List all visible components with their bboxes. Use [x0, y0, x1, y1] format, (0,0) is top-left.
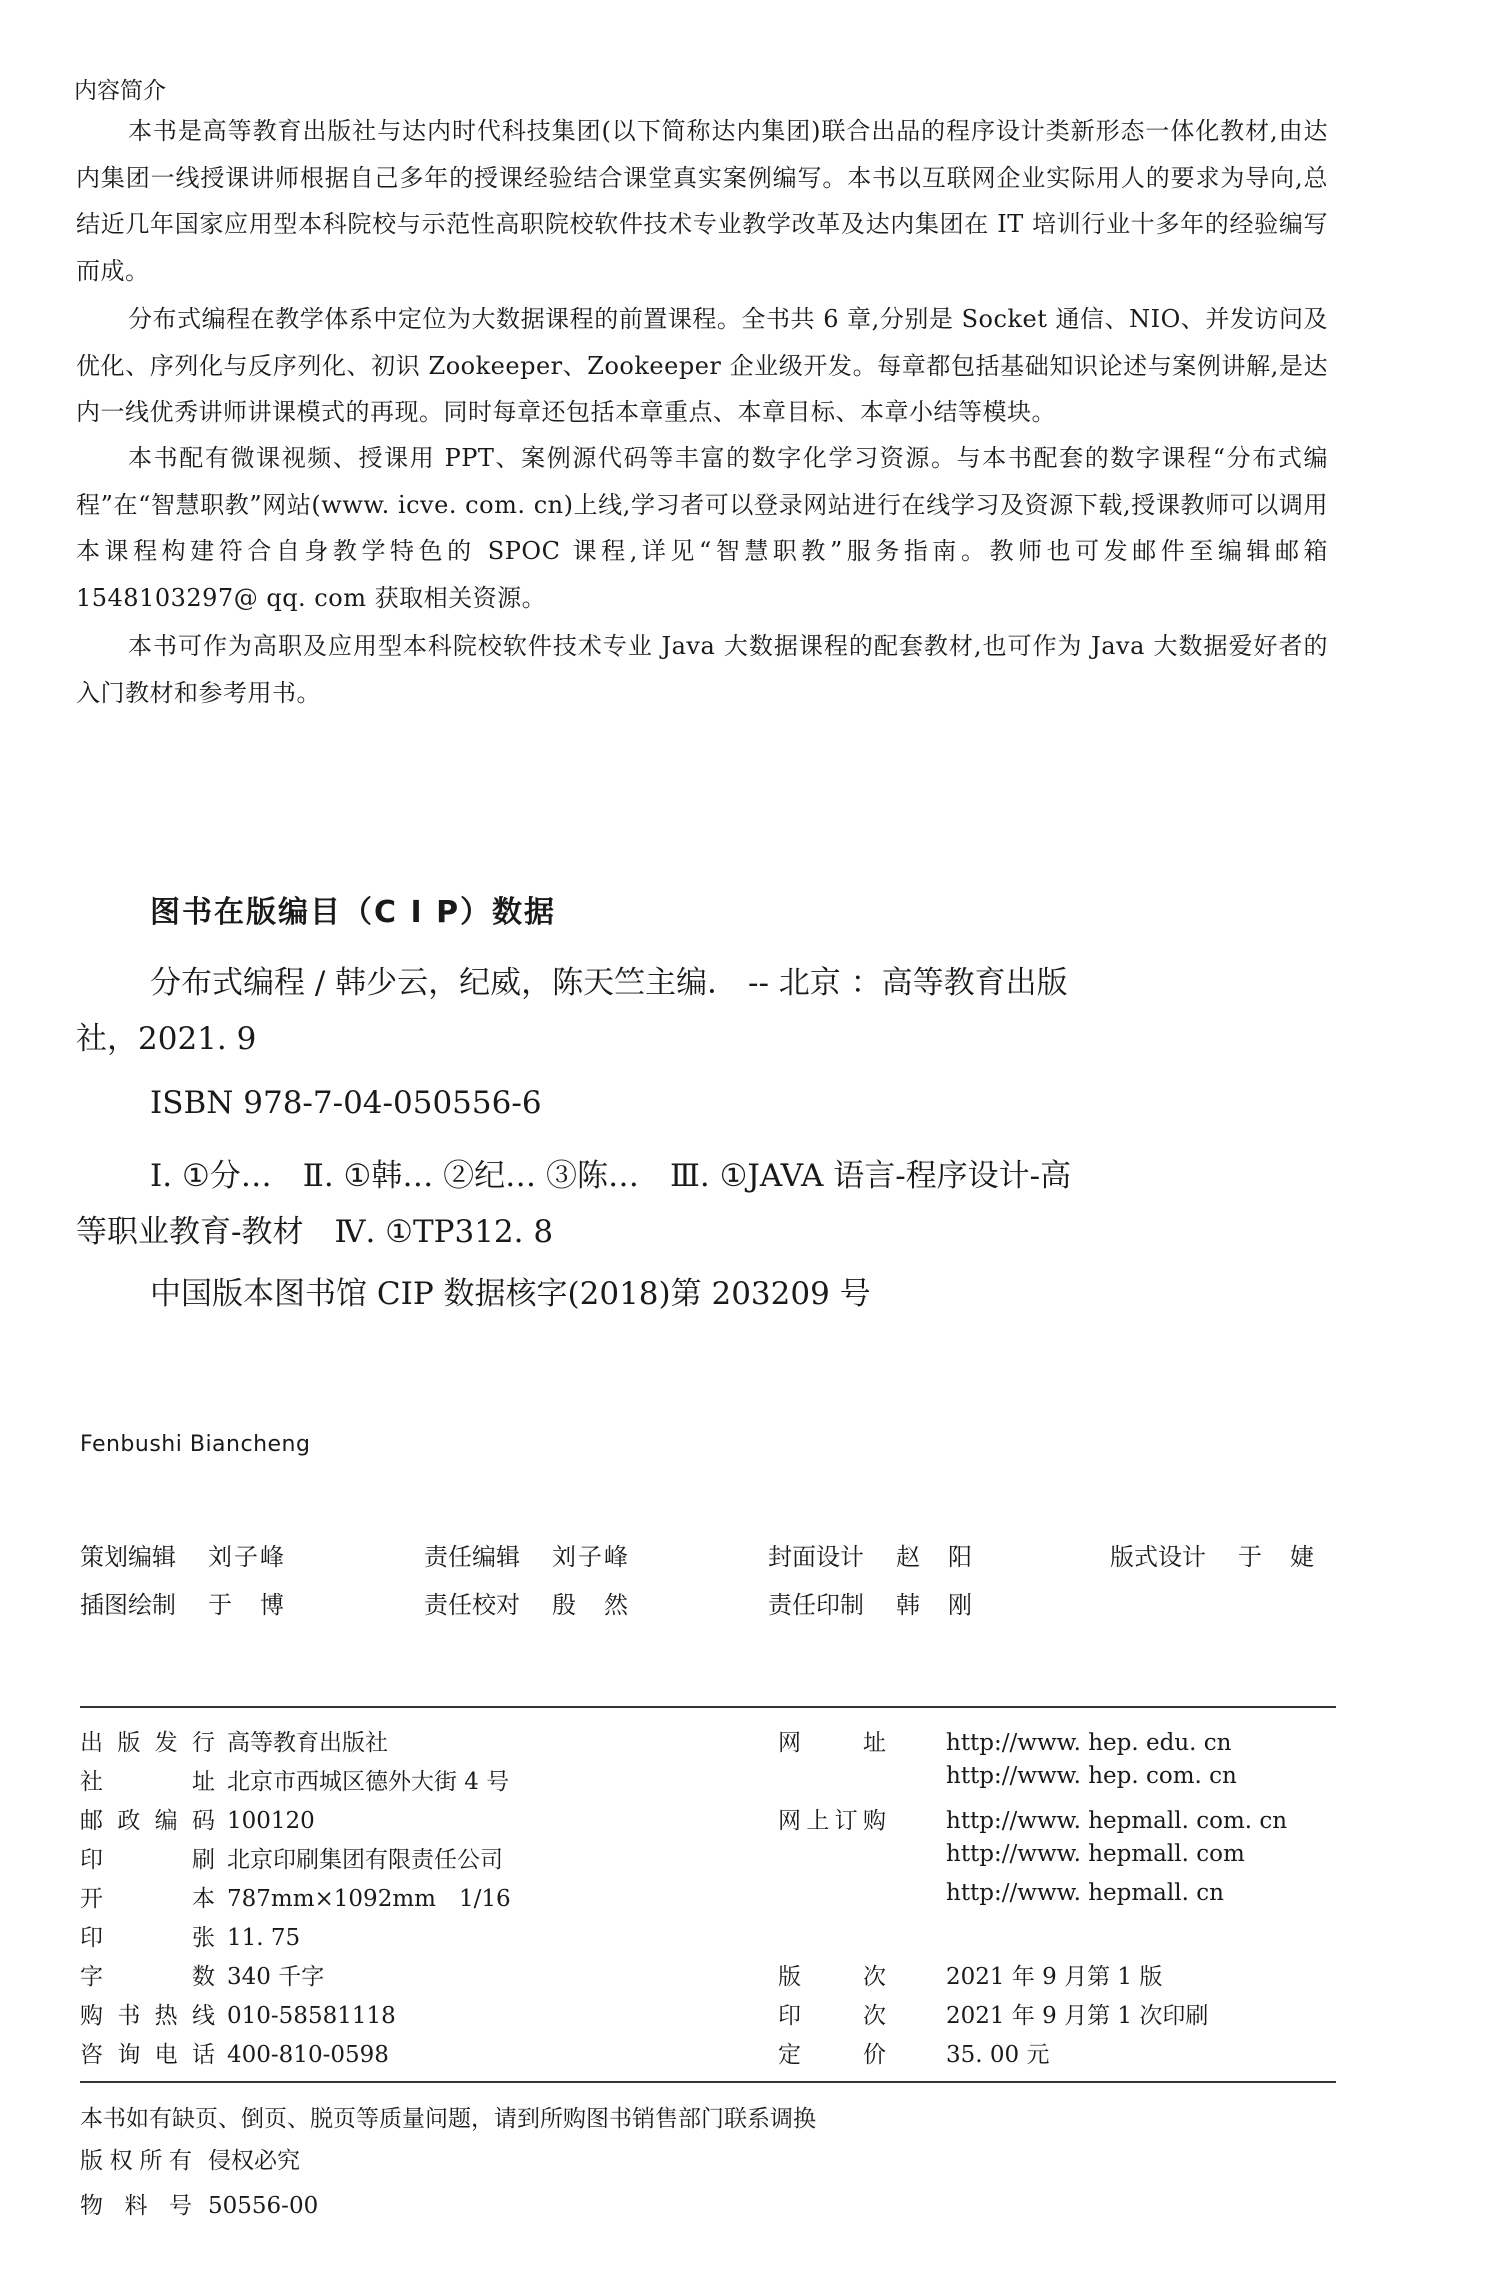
- divider-bottom: [80, 2081, 1336, 2083]
- info-value: 35. 00 元: [946, 2042, 1050, 2068]
- info-row: [80, 1724, 388, 1757]
- credit-item: [1110, 1537, 1316, 1572]
- info-value: 2021 年 9 月第 1 次印刷: [946, 2003, 1209, 2029]
- website-link: http://www. hepmall. com: [946, 1841, 1245, 1867]
- info-row: [778, 1724, 1231, 1757]
- info-row: [778, 1763, 1237, 1789]
- info-row: [778, 1841, 1245, 1867]
- credit-role: 封面设计: [768, 1543, 864, 1571]
- credit-item: [80, 1537, 286, 1572]
- info-row: [80, 1958, 324, 1991]
- info-row: [80, 1763, 509, 1796]
- info-value: 010-58581118: [227, 2003, 396, 2029]
- credit-person: 刘子峰: [552, 1543, 630, 1571]
- info-value: 北京印刷集团有限责任公司: [227, 1847, 503, 1873]
- credit-item: [424, 1585, 630, 1620]
- credit-person: 韩 刚: [896, 1591, 974, 1619]
- website-link: http://www. hepmall. cn: [946, 1880, 1224, 1906]
- info-label: 字数: [80, 1964, 215, 1990]
- summary-paragraph-3: 本书配有微课视频、授课用 PPT、案例源代码等丰富的数字化学习资源。与本书配套的数字课程“分布式编程”在“智慧职教”网站(www. icve. com. cn)上线,学习者可以登录网站进行在线学习及资源下载,授课教师可以调用本课程构建符合自身教学特色的 SPOC 课程,详见“智慧职教”服务指南。教师也可发邮件至编辑邮箱 1548103297@ qq. com 获取相关资源。: [76, 444, 1328, 612]
- info-row: [80, 2036, 389, 2069]
- cip-isbn: ISBN 978-7-04-050556-6: [150, 1085, 542, 1121]
- summary-paragraph-2: 分布式编程在教学体系中定位为大数据课程的前置课程。全书共 6 章,分别是 Socket 通信、NIO、并发访问及优化、序列化与反序列化、初识 Zookeeper、Zookeeper 企业级开发。每章都包括基础知识论述与案例讲解,是达内一线优秀讲师讲课模式的再现。同时每章还包括本章重点、本章目标、本章小结等模块。: [76, 305, 1328, 426]
- material-value: 50556-00: [208, 2193, 319, 2219]
- credit-role: 插图绘制: [80, 1591, 176, 1619]
- credit-item: [424, 1537, 630, 1572]
- info-label: 印张: [80, 1925, 215, 1951]
- info-row: [80, 1997, 396, 2030]
- info-row: [778, 2036, 1049, 2069]
- info-value: 340 千字: [227, 1964, 325, 1990]
- credit-item: [768, 1585, 974, 1620]
- info-label: 购书热线: [80, 2003, 215, 2029]
- info-label: 版次: [778, 1964, 886, 1990]
- info-value: 11. 75: [227, 1925, 301, 1951]
- credit-person: 于 博: [208, 1591, 286, 1619]
- info-row: [80, 1841, 503, 1874]
- info-label: 咨询电话: [80, 2042, 215, 2068]
- info-row: [778, 1997, 1208, 2030]
- cip-classification: Ⅰ. ①分… Ⅱ. ①韩… ②纪… ③陈… Ⅲ. ①JAVA 语言-程序设计-高等职业教育-教材 Ⅳ. ①TP312. 8: [76, 1158, 1072, 1250]
- info-label: 印刷: [80, 1847, 215, 1873]
- info-label: 网上订购: [778, 1808, 886, 1834]
- credit-person: 刘子峰: [208, 1543, 286, 1571]
- cip-record: 中国版本图书馆 CIP 数据核字(2018)第 203209 号: [150, 1276, 871, 1312]
- info-row: [778, 1880, 1224, 1906]
- credit-role: 责任校对: [424, 1591, 520, 1619]
- info-label: 网址: [778, 1730, 886, 1756]
- credit-person: 殷 然: [552, 1591, 630, 1619]
- info-value: 787mm×1092mm 1/16: [227, 1886, 511, 1912]
- info-row: [778, 1958, 1162, 1991]
- info-value: 2021 年 9 月第 1 版: [946, 1964, 1163, 1990]
- info-label: 开本: [80, 1886, 215, 1912]
- credit-person: 于 婕: [1238, 1543, 1316, 1571]
- info-label: 邮政编码: [80, 1808, 215, 1834]
- credit-role: 责任印制: [768, 1591, 864, 1619]
- credit-item: [768, 1537, 974, 1572]
- credit-role: 策划编辑: [80, 1543, 176, 1571]
- website-link: http://www. hepmall. com. cn: [946, 1808, 1288, 1834]
- info-row: [80, 1802, 315, 1835]
- copyright-value: 侵权必究: [208, 2148, 300, 2174]
- summary-title: 内容简介: [74, 78, 166, 104]
- info-value: 400-810-0598: [227, 2042, 389, 2068]
- credit-item: [80, 1585, 286, 1620]
- cip-entry: 分布式编程 / 韩少云，纪威，陈天竺主编． -- 北京 ：高等教育出版社，2021. 9: [76, 965, 1068, 1057]
- info-row: [80, 1919, 300, 1952]
- cip-title: 图书在版编目（C I P）数据: [150, 895, 557, 930]
- copyright-label: 版权所有: [80, 2148, 192, 2174]
- material-line: [80, 2187, 318, 2220]
- info-row: [778, 1802, 1287, 1835]
- info-label: 出版发行: [80, 1730, 215, 1756]
- divider-top: [80, 1706, 1336, 1708]
- title-pinyin: Fenbushi Biancheng: [80, 1432, 311, 1457]
- summary-paragraph-4: 本书可作为高职及应用型本科院校软件技术专业 Java 大数据课程的配套教材,也可作为 Java 大数据爱好者的入门教材和参考用书。: [76, 632, 1328, 707]
- info-value: 北京市西城区德外大街 4 号: [227, 1769, 510, 1795]
- info-value: 100120: [227, 1808, 315, 1834]
- info-value: 高等教育出版社: [227, 1730, 388, 1756]
- material-label: 物料号: [80, 2193, 192, 2219]
- quality-notice: 本书如有缺页、倒页、脱页等质量问题，请到所购图书销售部门联系调换: [80, 2106, 816, 2132]
- credit-person: 赵 阳: [896, 1543, 974, 1571]
- summary-paragraph-1: 本书是高等教育出版社与达内时代科技集团(以下简称达内集团)联合出品的程序设计类新形态一体化教材,由达内集团一线授课讲师根据自己多年的授课经验结合课堂真实案例编写。本书以互联网企业实际用人的要求为导向,总结近几年国家应用型本科院校与示范性高职院校软件技术专业教学改革及达内集团在 IT 培训行业十多年的经验编写而成。: [76, 117, 1329, 285]
- website-link: http://www. hep. com. cn: [946, 1763, 1237, 1789]
- info-label: 定价: [778, 2042, 886, 2068]
- info-label: 社址: [80, 1769, 215, 1795]
- copyright-line: [80, 2142, 300, 2175]
- credit-role: 责任编辑: [424, 1543, 520, 1571]
- info-row: [80, 1880, 511, 1913]
- info-label: 印次: [778, 2003, 886, 2029]
- credit-role: 版式设计: [1110, 1543, 1206, 1571]
- website-link: http://www. hep. edu. cn: [946, 1730, 1232, 1756]
